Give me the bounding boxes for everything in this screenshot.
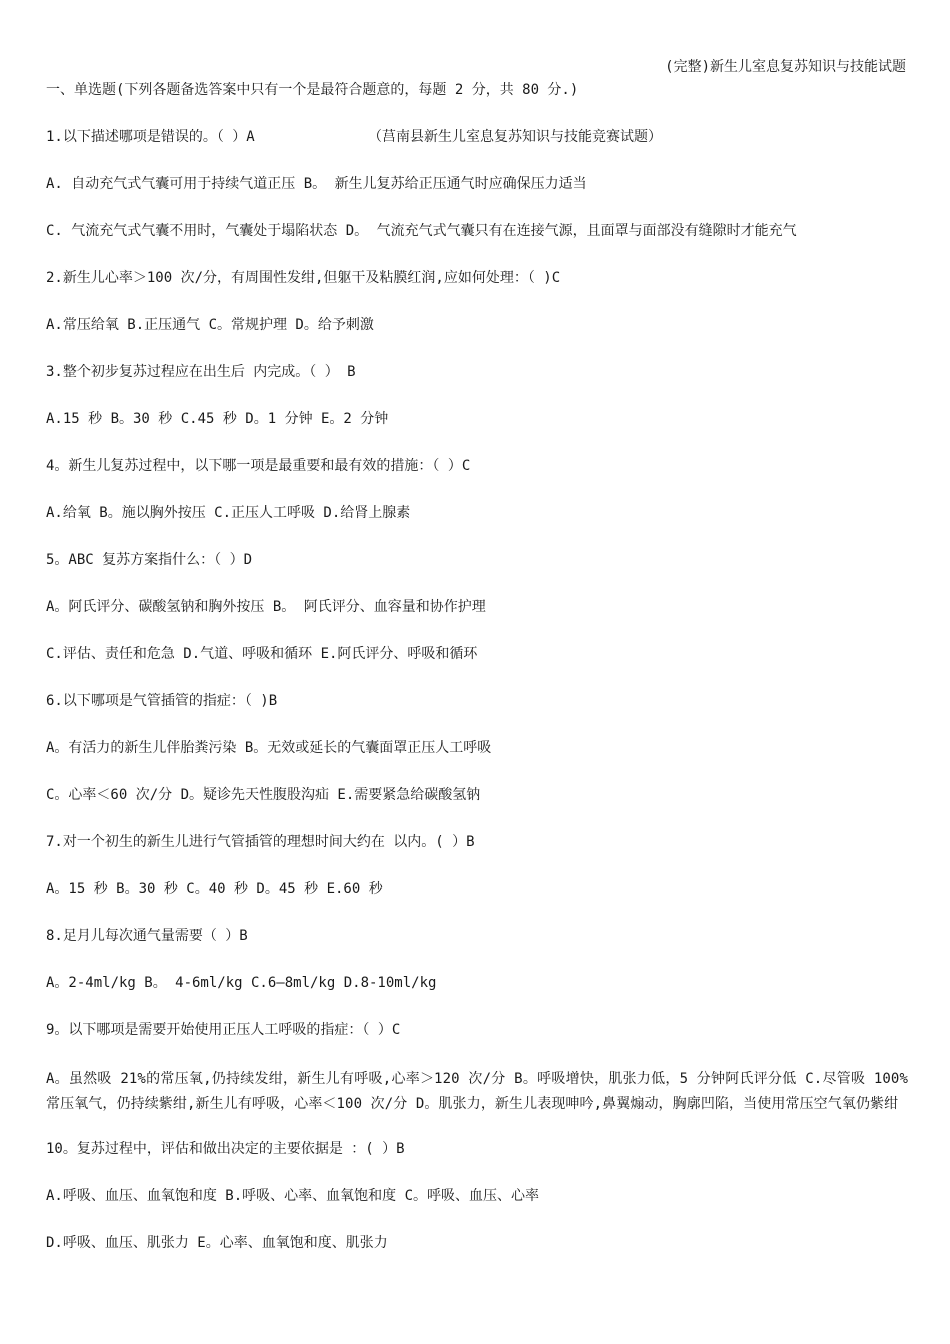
question-5-stem: 5。ABC 复苏方案指什么：（ ）D [46, 552, 253, 568]
question-10-options-line-2: D.呼吸、血压、肌张力 E。心率、血氧饱和度、肌张力 [46, 1235, 388, 1251]
question-8-stem: 8.足月儿每次通气量需要（ ）B [46, 928, 248, 944]
question-2-options: A.常压给氧 B.正压通气 C。常规护理 D。给予刺激 [46, 317, 374, 333]
question-1-stem: 1.以下描述哪项是错误的。（ ）A [46, 129, 255, 145]
question-5-options-line-1: A。阿氏评分、碳酸氢钠和胸外按压 B。 阿氏评分、血容量和协作护理 [46, 599, 486, 615]
document-content [46, 80, 908, 1280]
question-4-stem: 4。新生儿复苏过程中，以下哪一项是最重要和最有效的措施：（ ）C [46, 458, 471, 474]
question-3-stem: 3.整个初步复苏过程应在出生后 内完成。（ ） B [46, 364, 356, 380]
question-9-stem: 9。以下哪项是需要开始使用正压人工呼吸的指症：（ ）C [46, 1022, 401, 1038]
question-1-options-line-1: A. 自动充气式气囊可用于持续气道正压 B。 新生儿复苏给正压通气时应确保压力适当 [46, 176, 587, 192]
question-6-stem: 6.以下哪项是气管插管的指症：（ )B [46, 693, 278, 709]
question-7-options: A。15 秒 B。30 秒 C。40 秒 D。45 秒 E.60 秒 [46, 881, 383, 897]
question-6-options-line-2: C。心率＜60 次/分 D。疑诊先天性腹股沟疝 E.需要紧急给碳酸氢钠 [46, 787, 481, 803]
question-5-options-line-2: C.评估、责任和危急 D.气道、呼吸和循环 E.阿氏评分、呼吸和循环 [46, 646, 478, 662]
question-3-options: A.15 秒 B。30 秒 C.45 秒 D。1 分钟 E。2 分钟 [46, 411, 389, 427]
question-1-stem-line [46, 127, 908, 147]
question-1-options-line-2: C. 气流充气式气囊不用时，气囊处于塌陷状态 D。 气流充气式气囊只有在连接气源，且面罩与面部没有缝隙时才能充气 [46, 223, 797, 239]
question-10-stem: 10。复苏过程中，评估和做出决定的主要依据是 ：( ）B [46, 1141, 405, 1157]
question-9-options-paragraph: A。虽然吸 21%的常压氧,仍持续发绀，新生儿有呼吸,心率＞120 次/分 B。呼吸增快，肌张力低，5 分钟阿氏评分低 C.尽管吸 100%常压氧气，仍持续紫绀,新生儿有呼吸，心率＜100 次/分 D。肌张力，新生儿表现呻吟,鼻翼煽动，胸廓凹陷，当使用常压空气氧仍紫绀 [46, 1071, 908, 1112]
question-1-source: （莒南县新生儿室息复苏知识与技能竞赛试题） [368, 129, 662, 145]
section-heading: 一、单选题(下列各题备选答案中只有一个是最符合题意的，每题 2 分，共 80 分.) [46, 82, 579, 98]
question-10-options-line-1: A.呼吸、血压、血氧饱和度 B.呼吸、心率、血氧饱和度 C。呼吸、血压、心率 [46, 1188, 539, 1204]
document-header-title: (完整)新生儿室息复苏知识与技能试题 [665, 59, 906, 75]
question-4-options: A.给氧 B。施以胸外按压 C.正压人工呼吸 D.给肾上腺素 [46, 505, 411, 521]
question-8-options: A。2-4ml/kg B。 4-6ml/kg C.6—8ml/kg D.8-10ml/kg [46, 975, 437, 991]
question-2-stem: 2.新生儿心率＞100 次/分，有周围性发绀,但躯干及粘膜红润,应如何处理：（ )C [46, 270, 561, 286]
question-6-options-line-1: A。有活力的新生儿伴胎粪污染 B。无效或延长的气囊面罩正压人工呼吸 [46, 740, 492, 756]
question-7-stem: 7.对一个初生的新生儿进行气管插管的理想时间大约在 以内。( ）B [46, 834, 475, 850]
